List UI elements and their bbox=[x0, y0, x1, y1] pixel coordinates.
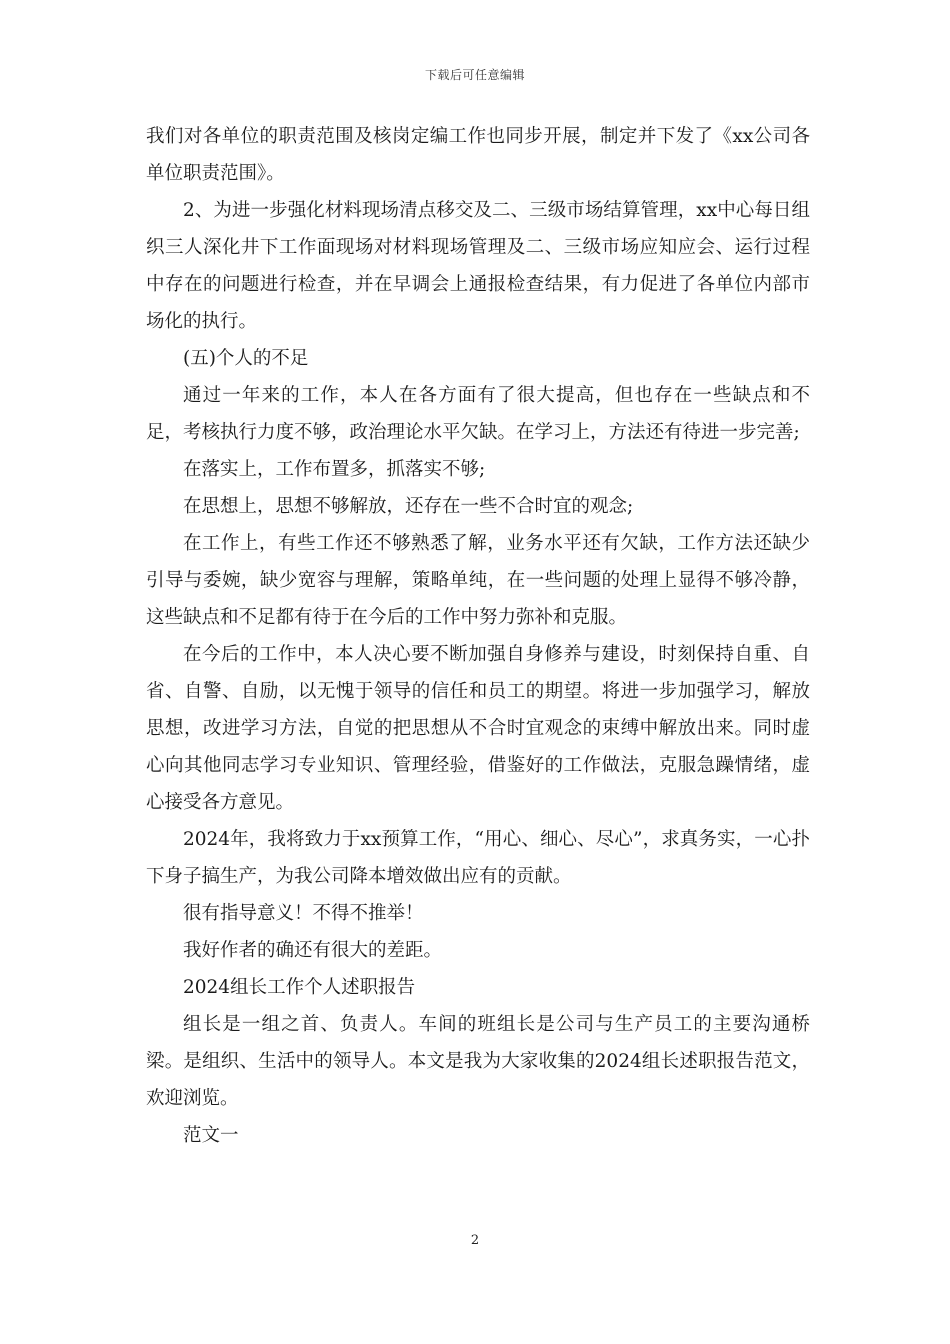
page-header: 下载后可任意编辑 bbox=[424, 68, 525, 82]
paragraph-9: 2024年，我将致力于xx预算工作，“用心、细心、尽心”，求真务实，一心扑下身子搞生产，为我公司降本增效做出应有的贡献。 bbox=[146, 829, 810, 887]
comment-2: 我好作者的确还有很大的差距。 bbox=[183, 940, 443, 961]
comment-1: 很有指导意义！不得不推举！ bbox=[183, 903, 424, 924]
section-heading-personal-shortcomings: (五)个人的不足 bbox=[183, 348, 309, 369]
paragraph-4: 通过一年来的工作，本人在各方面有了很大提高，但也存在一些缺点和不足，考核执行力度不够，政治理论水平欠缺。在学习上，方法还有待进一步完善; bbox=[146, 385, 810, 443]
report-title: 2024组长工作个人述职报告 bbox=[183, 977, 416, 998]
paragraph-1: 我们对各单位的职责范围及核岗定编工作也同步开展，制定并下发了《xx公司各单位职责范围》。 bbox=[146, 126, 810, 184]
sample-heading: 范文一 bbox=[183, 1125, 239, 1146]
paragraph-13: 组长是一组之首、负责人。车间的班组长是公司与生产员工的主要沟通桥梁。是组织、生活中的领导人。本文是我为大家收集的2024组长述职报告范文，欢迎浏览。 bbox=[146, 1014, 810, 1109]
paragraph-6: 在思想上，思想不够解放，还存在一些不合时宜的观念; bbox=[183, 496, 634, 517]
paragraph-5: 在落实上，工作布置多，抓落实不够; bbox=[183, 459, 486, 480]
paragraph-7: 在工作上，有些工作还不够熟悉了解，业务水平还有欠缺，工作方法还缺少引导与委婉，缺少宽容与理解，策略单纯，在一些问题的处理上显得不够冷静，这些缺点和不足都有待于在今后的工作中努力弥补和克服。 bbox=[146, 533, 810, 628]
paragraph-2: 2、为进一步强化材料现场清点移交及二、三级市场结算管理，xx中心每日组织三人深化井下工作面现场对材料现场管理及二、三级市场应知应会、运行过程中存在的问题进行检查，并在早调会上通报检查结果，有力促进了各单位内部市场化的执行。 bbox=[146, 200, 810, 332]
page-number: 2 bbox=[470, 1233, 480, 1248]
document-body bbox=[146, 118, 810, 1154]
paragraph-8: 在今后的工作中，本人决心要不断加强自身修养与建设，时刻保持自重、自省、自警、自励，以无愧于领导的信任和员工的期望。将进一步加强学习，解放思想，改进学习方法，自觉的把思想从不合时宜观念的束缚中解放出来。同时虚心向其他同志学习专业知识、管理经验，借鉴好的工作做法，克服急躁情绪，虚心接受各方意见。 bbox=[146, 644, 810, 813]
